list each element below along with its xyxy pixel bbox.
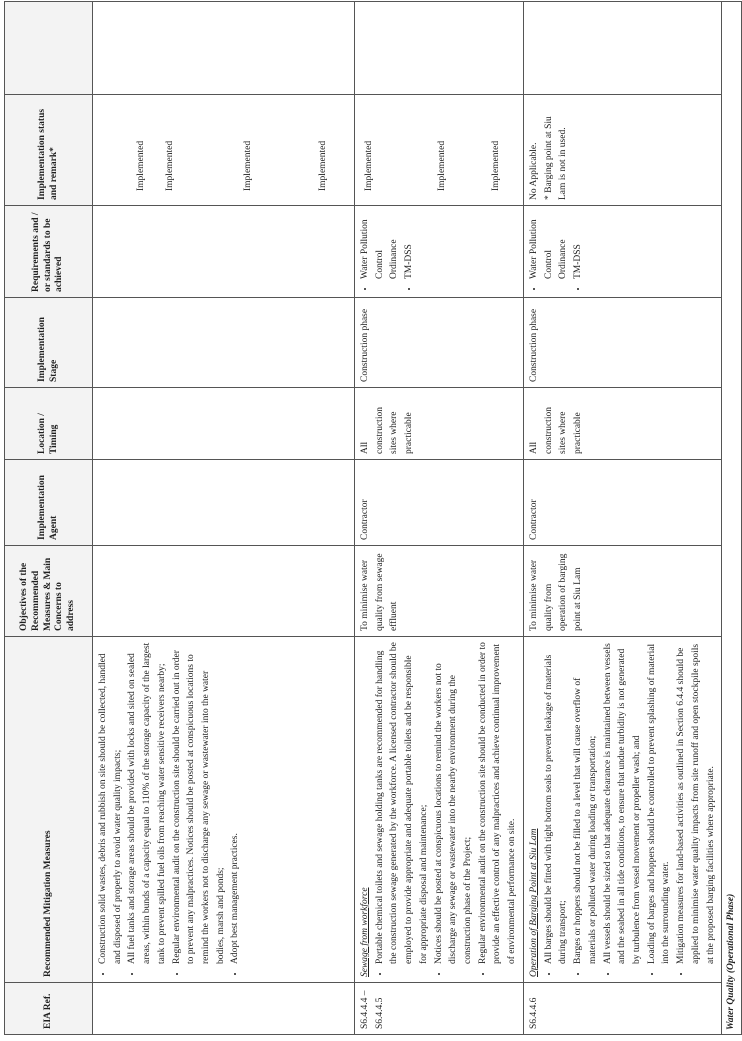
measure-item: • Construction solid wastes, debris and rubbish on site should be collected, handled and disposed of properly to avoid water quality impacts;	[96, 642, 125, 964]
location-cell: All construction sites where practicable	[523, 388, 721, 460]
status-text: Implemented	[318, 140, 329, 191]
status-text: Implemented	[136, 140, 146, 191]
requirements-cell	[523, 206, 721, 298]
measure-item: • Mitigation measures for land-based activities as outlined in Section 6.4.4 should be applied to minimise water quality impacts from site runoff and open stockpile spoils at the proposed barging facilities where appropriate.	[674, 642, 718, 964]
measure-item: • Regular environmental audit on the construction site should be conducted in order to provide an effective control of any malpractices and achieve continual improvement of environmental performance on site.	[476, 642, 520, 964]
mitigation-measures-table	[4, 1, 742, 1035]
measure-item: • All fuel tanks and storage areas should be provided with locks and sited on sealed areas, within bunds of a capacity equal to 110% of the storage capacity of the largest tank to prevent spilled fuel oils from reaching water sensitive receivers nearby;	[125, 642, 169, 964]
requirement-item: • Water Pollution Control Ordinance	[527, 211, 571, 279]
header-agent: Implementation Agent	[5, 460, 93, 546]
location-cell: All construction sites where practicable	[355, 388, 524, 460]
requirement-item: • TM-DSS	[571, 211, 586, 279]
measure-item: • Portable chemical toilets and sewage holding tanks are recommended for handling the construction sewage generated by the workforce. A licensed contractor should be employed to provide appropriate and adequate portable toilets and be responsible for appropriate disposal and maintenance;	[373, 642, 432, 964]
status-cell	[93, 95, 355, 206]
blank-cell	[355, 2, 524, 95]
objectives-cell: To minimise water quality from operation of barging point at Siu Lam	[523, 546, 721, 637]
agent-cell: Contractor	[355, 460, 524, 546]
status-remark: * Barging point at Siu Lam is not in used.	[543, 116, 569, 200]
status-text: Implemented	[164, 140, 175, 191]
measure-item: • Loading of barges and hoppers should be controlled to prevent splashing of material into the surrounding water.	[645, 642, 674, 964]
stage-cell: Construction phase	[523, 298, 721, 388]
ref-cell	[93, 983, 355, 1035]
objectives-cell	[93, 546, 355, 637]
header-location: Location / Timing	[5, 388, 93, 460]
measure-item: • Notices should be posted at conspicuous locations to remind the workers not to discharge any sewage or wastewater into the nearby environment during the construction phase of the Project;	[432, 642, 476, 964]
ref-cell: S6.4.4.6	[523, 983, 721, 1035]
stage-cell	[93, 298, 355, 388]
measures-cell	[523, 637, 721, 983]
status-text: Implemented	[436, 140, 447, 191]
agent-cell: Contractor	[523, 460, 721, 546]
table-row	[523, 2, 721, 1035]
section-footer: Water Quality (Operational Phase)	[722, 2, 742, 1035]
measure-item: • Regular environmental audit on the construction site should be carried out in order to prevent any malpractices. Notices should be posted at conspicuous locations to remind the workers not to discharge any sewage or wastewater into the water bodies, marsh and ponds;	[170, 642, 229, 964]
header-ref: EIA Ref.	[5, 983, 93, 1035]
requirements-cell	[355, 206, 524, 298]
requirement-item: • Water Pollution Control Ordinance	[358, 211, 402, 279]
header-measures: Recommended Mitigation Measures	[5, 637, 93, 983]
objectives-cell: To minimise water quality from sewage effluent	[355, 546, 524, 637]
measures-subtitle: Sewage from workforce	[360, 887, 370, 977]
header-status: Implementation status and remark*	[5, 95, 93, 206]
measures-cell	[93, 637, 355, 983]
status-cell	[523, 95, 721, 206]
status-text: Implemented	[364, 140, 374, 191]
measure-item: • Adopt best management practices.	[228, 642, 243, 964]
status-text: No Applicable.	[528, 142, 539, 200]
measure-item: • Barges or hoppers should not be filled to a level that will cause overflow of materials or polluted water during loading or transportation;	[571, 642, 600, 964]
header-blank	[5, 2, 93, 95]
measures-cell	[355, 637, 524, 983]
measures-subtitle: Operation of Barging Point at Siu Lam	[528, 828, 539, 977]
header-objectives: Objectives of the Recommended Measures & Main Concerns to address	[5, 546, 93, 637]
measure-item: • All vessels should be sized so that adequate clearance is maintained between vessels and the seabed in all tide conditions, to ensure that undue turbidity is not generated by turbulence from vessel movement or propeller wash; and	[601, 642, 645, 964]
blank-cell	[93, 2, 355, 95]
requirement-item: • TM-DSS	[402, 211, 417, 279]
blank-cell	[523, 2, 721, 95]
status-text: Implemented	[243, 140, 254, 191]
status-cell	[355, 95, 524, 206]
status-text: Implemented	[491, 140, 502, 191]
measure-item: • All barges should be fitted with tight bottom seals to prevent leakage of materials during transport;	[542, 642, 571, 964]
requirements-cell	[93, 206, 355, 298]
table-row	[93, 2, 355, 1035]
header-stage: Implementation Stage	[5, 298, 93, 388]
section-footer-row	[722, 2, 742, 1035]
ref-cell: S6.4.4.4 – S6.4.4.5	[355, 983, 524, 1035]
header-row	[5, 2, 93, 1035]
agent-cell	[93, 460, 355, 546]
header-requirements: Requirements and / or standards to be achieved	[5, 206, 93, 298]
location-cell	[93, 388, 355, 460]
stage-cell: Construction phase	[355, 298, 524, 388]
table-row	[355, 2, 524, 1035]
